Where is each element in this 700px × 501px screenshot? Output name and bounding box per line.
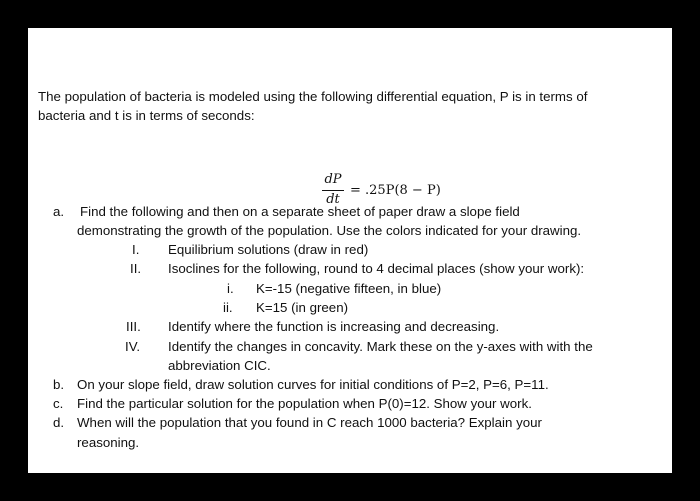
sub-item-2-marker: ii. — [223, 300, 233, 315]
sub-item-1-text: K=-15 (negative fifteen, in blue) — [256, 281, 442, 296]
item-4-text: Identify the changes in concavity. Mark these on the y-axes with with the — [168, 339, 593, 354]
item-1-marker: I. — [132, 242, 140, 257]
part-a-marker: a. — [53, 204, 65, 219]
part-c-text: Find the particular solution for the population when P(0)=12. Show your work. — [77, 396, 532, 411]
intro-line-2: bacteria and t is in terms of seconds: — [38, 108, 255, 123]
item-3-marker: III. — [126, 319, 141, 334]
document-page — [28, 28, 672, 473]
part-c-marker: c. — [53, 396, 64, 411]
part-b-marker: b. — [53, 377, 65, 392]
intro-line-1: The population of bacteria is modeled using the following differential equation, P is in terms of — [38, 89, 588, 104]
item-1-text: Equilibrium solutions (draw in red) — [168, 242, 369, 257]
fraction-bar — [322, 190, 344, 191]
sub-item-1-marker: i. — [227, 281, 234, 296]
item-3-text: Identify where the function is increasing and decreasing. — [168, 319, 500, 334]
part-b-text: On your slope field, draw solution curves for initial conditions of P=2, P=6, P=11. — [77, 377, 549, 392]
fraction-denominator: dt — [326, 192, 340, 207]
fraction-numerator: dP — [324, 172, 342, 187]
part-d-line-1: When will the population that you found in C reach 1000 bacteria? Explain your — [77, 415, 542, 430]
item-2-marker: II. — [130, 261, 142, 276]
equation-rhs: = .25P(8 − P) — [350, 183, 441, 198]
part-d-marker: d. — [53, 415, 65, 430]
part-a-line-1: Find the following and then on a separate sheet of paper draw a slope field — [80, 204, 520, 219]
part-a-line-2: demonstrating the growth of the population. Use the colors indicated for your drawing. — [77, 223, 582, 238]
item-4-line-2: abbreviation CIC. — [168, 358, 271, 373]
sub-item-2-text: K=15 (in green) — [256, 300, 349, 315]
item-2-text: Isoclines for the following, round to 4 decimal places (show your work): — [168, 261, 585, 276]
item-4-marker: IV. — [125, 339, 141, 354]
part-d-line-2: reasoning. — [77, 435, 140, 450]
